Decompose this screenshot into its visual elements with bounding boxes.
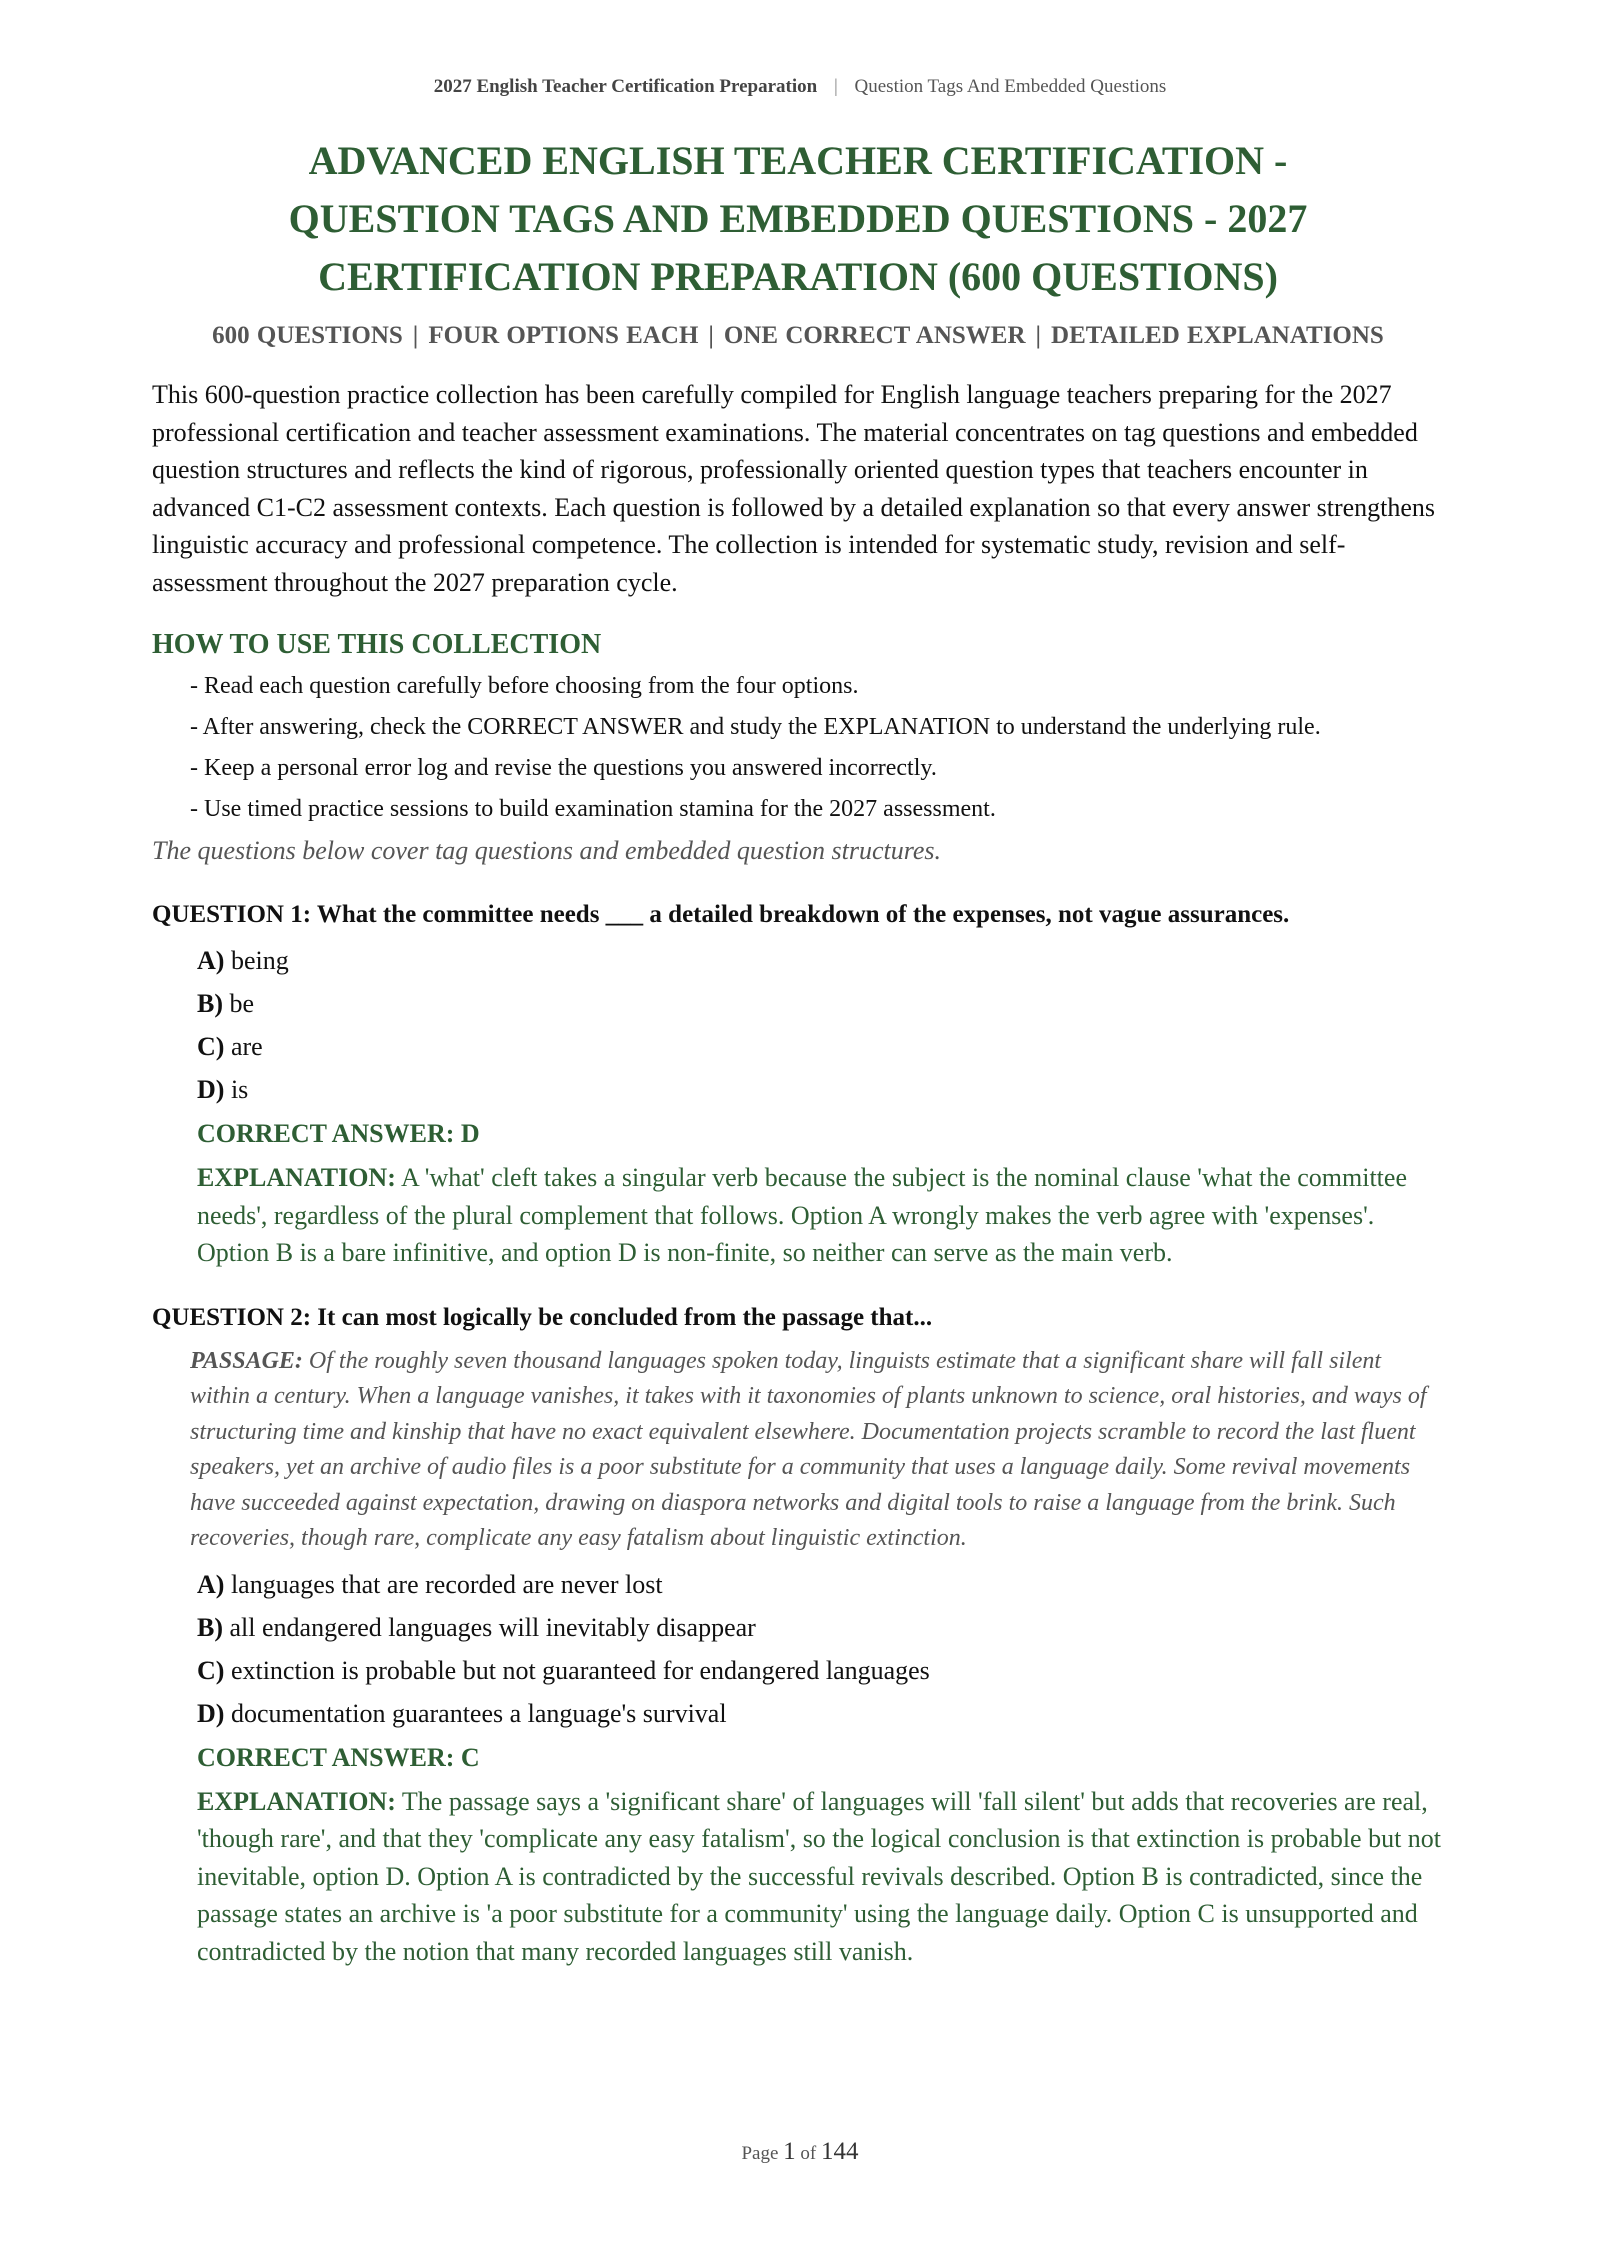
subtitle-item: 600 QUESTIONS (212, 322, 403, 349)
explanation-text: A 'what' cleft takes a singular verb because the subject is the nominal clause 'what the committee needs', regardless of the plural complement that follows. Option A wrongly makes the verb agree with 'expenses'. Option B is a bare infinitive, and option D is non-finite, so neither can serve as the main verb. (197, 1163, 1407, 1267)
option-item (197, 1692, 1444, 1735)
option-item (197, 1649, 1444, 1692)
howto-item: - Read each question carefully before choosing from the four options. (190, 673, 859, 699)
option-list (197, 1563, 1444, 1735)
passage-text: Of the roughly seven thousand languages spoken today, linguists estimate that a significant share will fall silent within a century. When a language vanishes, it takes with it taxonomies of plants unknown to science, oral histories, and ways of structuring time and kinship that have no exact equivalent elsewhere. Documentation projects scramble to record the last fluent speakers, yet an archive of audio files is a poor substitute for a community that uses a language daily. Some revival movements have succeeded against expectation, drawing on diaspora networks and digital tools to raise a language from the brink. Such recoveries, though rare, complicate any easy fatalism about linguistic extinction. (190, 1347, 1427, 1551)
option-letter: D) (197, 1075, 225, 1104)
reading-passage (190, 1344, 1444, 1557)
option-text: be (229, 989, 255, 1018)
howto-item: - Use timed practice sessions to build examination stamina for the 2027 assessment. (190, 796, 996, 822)
subtitle-separator: | (1035, 322, 1042, 349)
option-text: extinction is probable but not guaranteed for endangered languages (230, 1655, 930, 1685)
coverage-note: The questions below cover tag questions and embedded question structures. (152, 836, 942, 865)
howto-heading: HOW TO USE THIS COLLECTION (152, 629, 602, 660)
document-title (152, 132, 1444, 306)
question-stem: QUESTION 2: It can most logically be concluded from the passage that... (152, 1303, 933, 1331)
passage-label: PASSAGE: (190, 1347, 303, 1374)
subtitle-item: ONE CORRECT ANSWER (723, 322, 1026, 349)
option-text: languages that are recorded are never lost (230, 1569, 663, 1599)
option-letter: B) (197, 1612, 223, 1642)
option-item (197, 1025, 1444, 1068)
current-page-number: 1 (783, 2138, 796, 2165)
explanation (197, 1159, 1444, 1272)
question-block (152, 1300, 1444, 1971)
total-page-count: 144 (821, 2138, 859, 2165)
option-text: documentation guarantees a language's survival (230, 1698, 727, 1728)
subtitle-item: DETAILED EXPLANATIONS (1051, 322, 1384, 349)
option-text: are (230, 1032, 263, 1061)
option-item (197, 1606, 1444, 1649)
header-separator: | (833, 76, 838, 97)
explanation-label: EXPLANATION: (197, 1163, 396, 1192)
header-right: Question Tags And Embedded Questions (854, 76, 1167, 97)
subtitle-separator: | (708, 322, 714, 349)
explanation-label: EXPLANATION: (197, 1786, 396, 1816)
option-text: is (230, 1075, 249, 1104)
option-letter: A) (197, 1569, 225, 1599)
page-of-label: of (800, 2143, 817, 2164)
howto-item: - After answering, check the CORRECT ANSWER and study the EXPLANATION to understand the underlying rule. (190, 714, 1321, 740)
explanation (197, 1783, 1444, 1971)
option-letter: C) (197, 1655, 225, 1685)
explanation-text: The passage says a 'significant share' of languages will 'fall silent' but adds that recoveries are real, 'though rare', and that they 'complicate any easy fatalism', so the logical conclusion is that extinction is probable but not inevitable, option D. Option A is contradicted by the successful revivals described. Option B is contradicted, since the passage states an archive is 'a poor substitute for a community' using the language daily. Option C is unsupported and contradicted by the notion that many recorded languages still vanish. (197, 1786, 1442, 1966)
option-text: all endangered languages will inevitably disappear (229, 1612, 756, 1642)
option-list (197, 939, 1444, 1111)
intro-paragraph: This 600-question practice collection has been carefully compiled for English language teachers preparing for the 2027 professional certification and teacher assessment examinations. The material concentrates on tag questions and embedded question structures and reflects the kind of rigorous, professionally oriented question types that teachers encounter in advanced C1-C2 assessment contexts. Each question is followed by a detailed explanation so that every answer strengthens linguistic accuracy and professional competence. The collection is intended for systematic study, revision and self-assessment throughout the 2027 preparation cycle. (152, 380, 1436, 597)
title-line-1: ADVANCED ENGLISH TEACHER CERTIFICATION - (308, 138, 1288, 183)
title-line-3: CERTIFICATION PREPARATION (600 QUESTIONS) (318, 254, 1278, 299)
document-subtitle (152, 322, 1444, 350)
main-content (152, 132, 1444, 1970)
option-letter: C) (197, 1032, 225, 1061)
page-footer (0, 2138, 1600, 2166)
option-letter: D) (197, 1698, 225, 1728)
option-item (197, 1563, 1444, 1606)
option-text: being (230, 946, 289, 975)
option-item (197, 1068, 1444, 1111)
correct-answer: CORRECT ANSWER: D (197, 1119, 480, 1148)
correct-answer: CORRECT ANSWER: C (197, 1742, 480, 1772)
option-item (197, 939, 1444, 982)
header-left: 2027 English Teacher Certification Preparation (433, 76, 818, 97)
title-line-2: QUESTION TAGS AND EMBEDDED QUESTIONS - 2027 (288, 196, 1308, 241)
subtitle-item: FOUR OPTIONS EACH (428, 322, 699, 349)
running-header (0, 76, 1600, 98)
question-block (152, 897, 1444, 1272)
option-letter: A) (197, 946, 225, 975)
subtitle-separator: | (412, 322, 419, 349)
question-stem: QUESTION 1: What the committee needs ___ a detailed breakdown of the expenses, not vague assurances. (152, 901, 1290, 928)
howto-item: - Keep a personal error log and revise the questions you answered incorrectly. (190, 755, 937, 781)
option-letter: B) (197, 989, 223, 1018)
howto-list (152, 669, 1444, 827)
page-label: Page (741, 2143, 779, 2164)
option-item (197, 982, 1444, 1025)
